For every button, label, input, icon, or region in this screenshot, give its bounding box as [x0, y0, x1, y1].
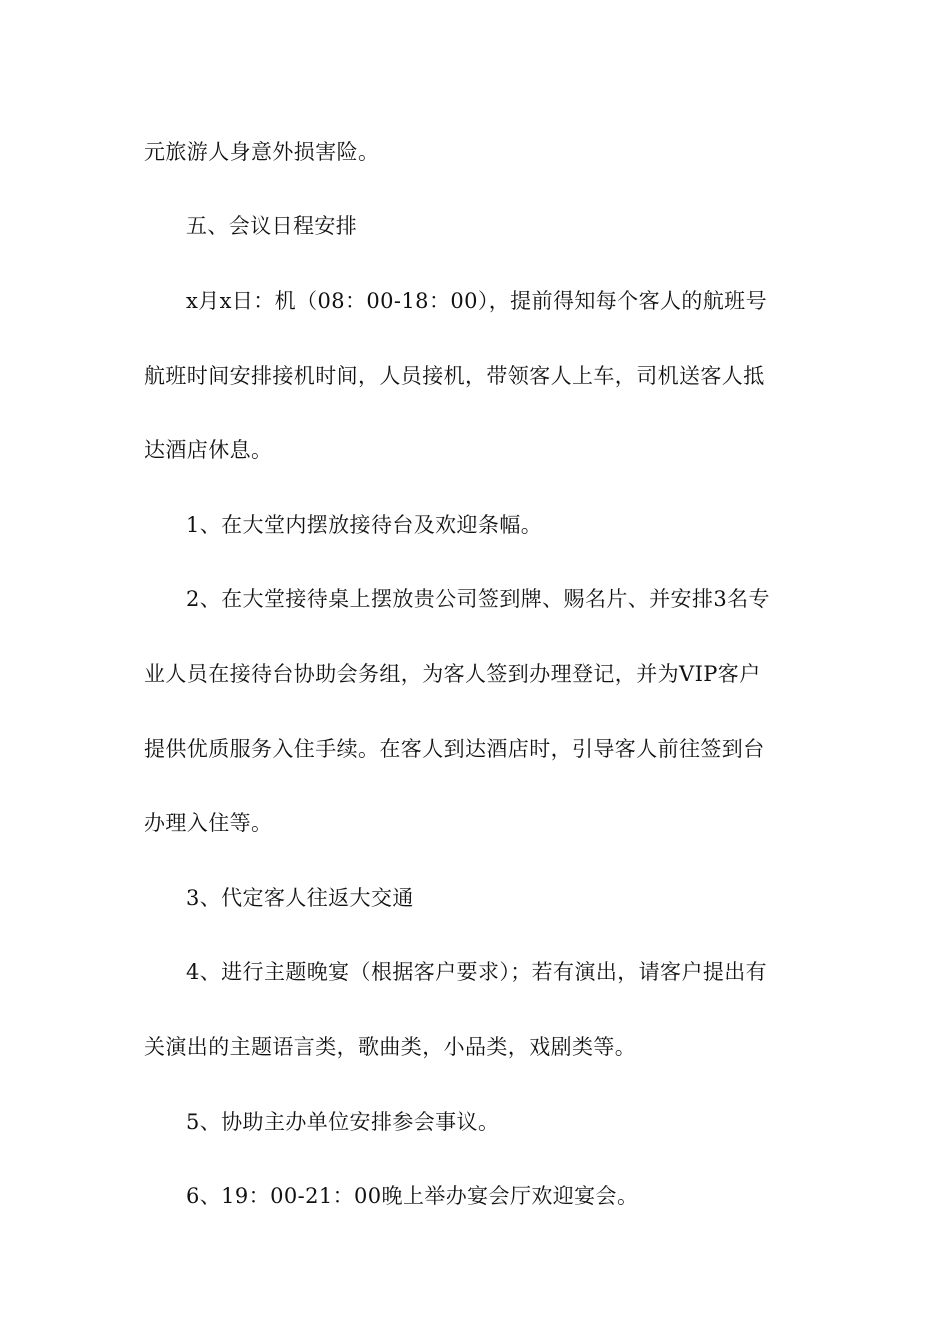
list-item-1: 1、在大堂内摆放接待台及欢迎条幅。	[186, 513, 543, 537]
paragraph-line: 航班时间安排接机时间，人员接机，带领客人上车，司机送客人抵	[144, 364, 765, 388]
list-item-2-line: 业人员在接待台协助会务组，为客人签到办理登记，并为VIP客户	[144, 662, 761, 686]
list-item-4: 4、进行主题晚宴（根据客户要求）；若有演出，请客户提出有	[186, 960, 768, 984]
section-heading: 五、会议日程安排	[186, 214, 358, 238]
list-item-2-line: 办理入住等。	[144, 811, 273, 835]
paragraph-line: x月x日：机（08：00-18：00），提前得知每个客人的航班号	[186, 289, 767, 313]
paragraph-line: 达酒店休息。	[144, 438, 273, 462]
list-item-6: 6、19：00-21：00晚上举办宴会厅欢迎宴会。	[186, 1184, 639, 1208]
list-item-5: 5、协助主办单位安排参会事议。	[186, 1110, 500, 1134]
list-item-3: 3、代定客人往返大交通	[186, 886, 414, 910]
list-item-2: 2、在大堂接待桌上摆放贵公司签到牌、赐名片、并安排3名专	[186, 587, 770, 611]
list-item-2-line: 提供优质服务入住手续。在客人到达酒店时，引导客人前往签到台	[144, 737, 765, 761]
text-line-continuation: 元旅游人身意外损害险。	[144, 140, 380, 164]
list-item-4-line: 关演出的主题语言类，歌曲类，小品类，戏剧类等。	[144, 1035, 637, 1059]
